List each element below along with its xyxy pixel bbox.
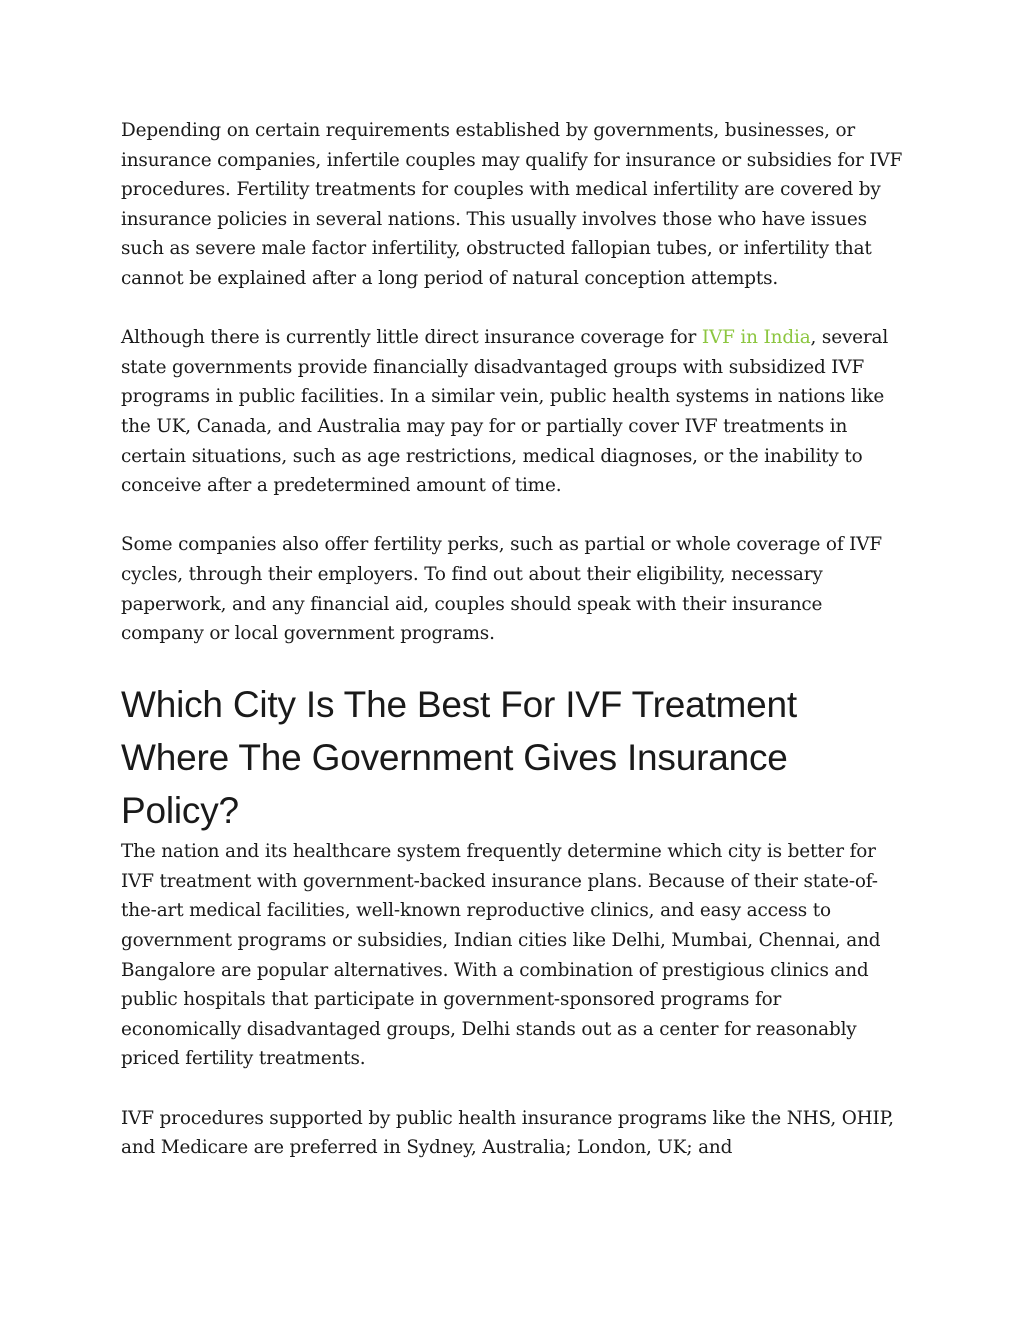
- paragraph-text: , several state governments provide financially disadvantaged groups with subsidized IVF programs in public facilities. In a similar vein, public health systems in nations like the UK, Canada, and Australia may pay for or partially cover IVF treatments in certain situations, such as age restrictions, medical diagnoses, or the inability to conceive after a predetermined amount of time.: [121, 327, 889, 497]
- document-page: [121, 116, 906, 1163]
- paragraph-india-coverage: [121, 323, 906, 501]
- paragraph-text: Although there is currently little direct insurance coverage for: [121, 327, 702, 349]
- paragraph-insurance-requirements: Depending on certain requirements established by governments, businesses, or insurance companies, infertile couples may qualify for insurance or subsidies for IVF procedures. Fertility treatments for couples with medical infertility are covered by insurance policies in several nations. This usually involves those who have issues such as severe male factor infertility, obstructed fallopian tubes, or infertility that cannot be explained after a long period of natural conception attempts.: [121, 120, 903, 289]
- section-heading: Which City Is The Best For IVF Treatment Where The Government Gives Insurance Policy?: [121, 684, 798, 832]
- paragraph-public-insurance: IVF procedures supported by public health insurance programs like the NHS, OHIP, and Medicare are preferred in Sydney, Australia; London, UK; and: [121, 1107, 894, 1159]
- paragraph-employer-perks: Some companies also offer fertility perks, such as partial or whole coverage of IVF cycles, through their employers. To find out about their eligibility, necessary paperwork, and any financial aid, couples should speak with their insurance company or local government programs.: [121, 534, 883, 645]
- paragraph-city-comparison: The nation and its healthcare system frequently determine which city is better for IVF treatment with government-backed insurance plans. Because of their state-of-the-art medical facilities, well-known reproductive clinics, and easy access to government programs or subsidies, Indian cities like Delhi, Mumbai, Chennai, and Bangalore are popular alternatives. With a combination of prestigious clinics and public hospitals that participate in government-sponsored programs for economically disadvantaged groups, Delhi stands out as a center for reasonably priced fertility treatments.: [121, 841, 881, 1070]
- ivf-in-india-link[interactable]: IVF in India: [701, 327, 811, 349]
